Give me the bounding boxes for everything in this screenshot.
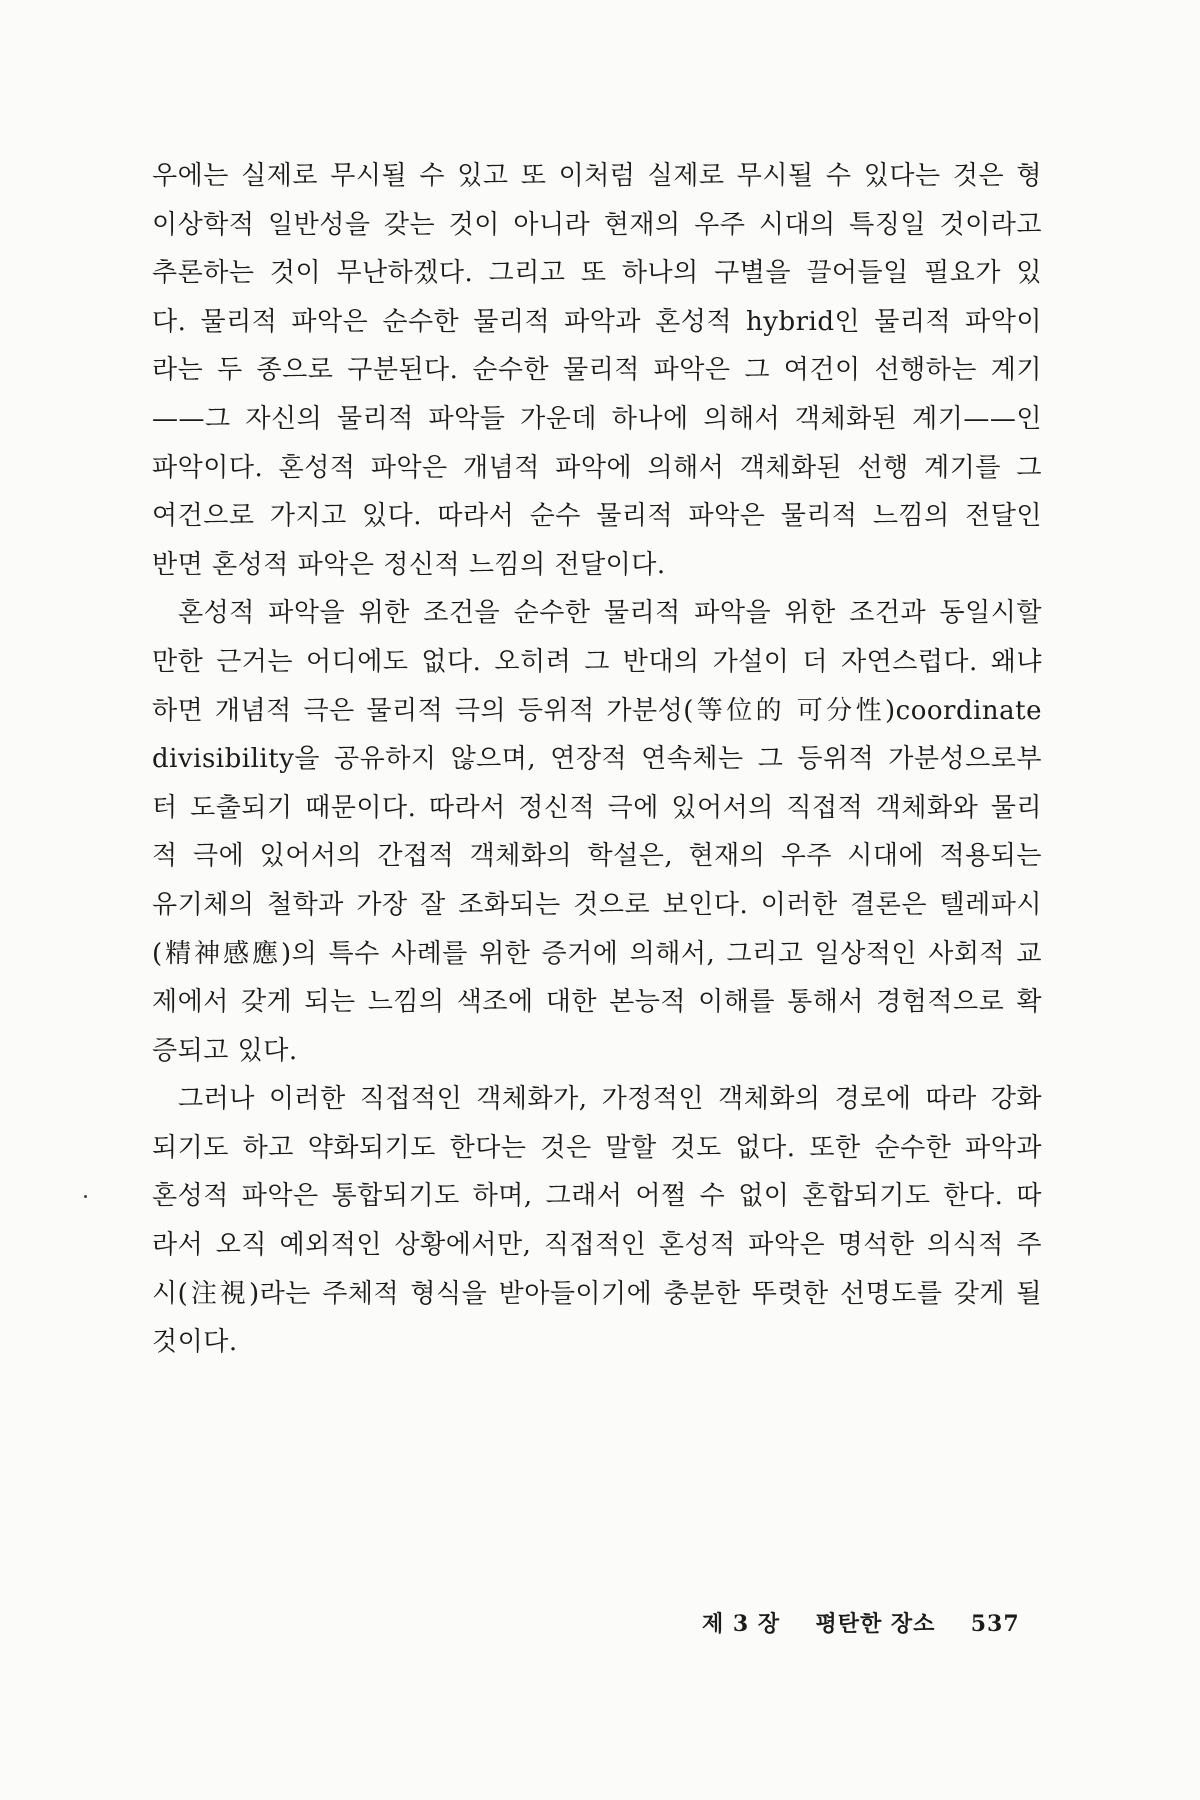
text-line: 터 도출되기 때문이다. 따라서 정신적 극에 있어서의 직접적 객체화와 물리	[152, 792, 1042, 823]
text-line: 파악이다. 혼성적 파악은 개념적 파악에 의해서 객체화된 선행 계기를 그	[152, 452, 1042, 483]
paragraph-2	[152, 589, 1042, 1075]
text-line: 우에는 실제로 무시될 수 있고 또 이처럼 실제로 무시될 수 있다는 것은 형	[152, 161, 1042, 191]
text-line: divisibility을 공유하지 않으며, 연장적 연속체는 그 등위적 가분성으로부	[152, 744, 1042, 775]
text-line: 것이다.	[152, 1327, 238, 1358]
text-line: 혼성적 파악은 통합되기도 하며, 그래서 어쩔 수 없이 혼합되기도 한다. 따	[152, 1181, 1042, 1212]
text-line: 그러나 이러한 직접적인 객체화가, 가정적인 객체화의 경로에 따라 강화	[178, 1084, 1042, 1115]
text-line: 유기체의 철학과 가장 잘 조화되는 것으로 보인다. 이러한 결론은 텔레파시	[152, 889, 1042, 920]
text-line: 제에서 갖게 되는 느낌의 색조에 대한 본능적 이해를 통해서 경험적으로 확	[152, 987, 1042, 1018]
text-line: 이상학적 일반성을 갖는 것이 아니라 현재의 우주 시대의 특징일 것이라고	[152, 209, 1042, 240]
text-line: 라는 두 종으로 구분된다. 순수한 물리적 파악은 그 여건이 선행하는 계기	[152, 355, 1042, 386]
text-line: ——그 자신의 물리적 파악들 가운데 하나에 의해서 객체화된 계기——인	[152, 403, 1042, 434]
text-line: 증되고 있다.	[152, 1035, 298, 1066]
body-text	[152, 152, 1042, 1367]
text-line: 추론하는 것이 무난하겠다. 그리고 또 하나의 구별을 끌어들일 필요가 있	[152, 258, 1042, 289]
text-line: 되기도 하고 약화되기도 한다는 것은 말할 것도 없다. 또한 순수한 파악과	[152, 1132, 1042, 1163]
chapter-label: 제 3 장	[702, 1611, 781, 1637]
text-line: 다. 물리적 파악은 순수한 물리적 파악과 혼성적 hybrid인 물리적 파악이	[152, 306, 1042, 337]
text-line: 반면 혼성적 파악은 정신적 느낌의 전달이다.	[152, 549, 666, 580]
text-line: 적 극에 있어서의 간접적 객체화의 학설은, 현재의 우주 시대에 적용되는	[152, 841, 1042, 872]
chapter-title: 평탄한 장소	[815, 1611, 936, 1637]
text-line: 여건으로 가지고 있다. 따라서 순수 물리적 파악은 물리적 느낌의 전달인	[152, 501, 1042, 532]
paragraph-3	[152, 1075, 1042, 1367]
text-line: 혼성적 파악을 위한 조건을 순수한 물리적 파악을 위한 조건과 동일시할	[178, 598, 1042, 629]
text-line: 만한 근거는 어디에도 없다. 오히려 그 반대의 가설이 더 자연스럽다. 왜냐	[152, 646, 1042, 677]
text-line: 시(注視)라는 주체적 형식을 받아들이기에 충분한 뚜렷한 선명도를 갖게 될	[152, 1278, 1042, 1309]
text-line: (精神感應)의 특수 사례를 위한 증거에 의해서, 그리고 일상적인 사회적 교	[152, 938, 1042, 969]
print-speck	[84, 1195, 87, 1198]
text-line: 라서 오직 예외적인 상황에서만, 직접적인 혼성적 파악은 명석한 의식적 주	[152, 1230, 1042, 1261]
paragraph-1	[152, 152, 1042, 589]
text-line: 하면 개념적 극은 물리적 극의 등위적 가분성(等位的 可分性)coordinate	[152, 695, 1042, 726]
page-number: 537	[970, 1611, 1020, 1637]
running-footer	[702, 1607, 1020, 1638]
